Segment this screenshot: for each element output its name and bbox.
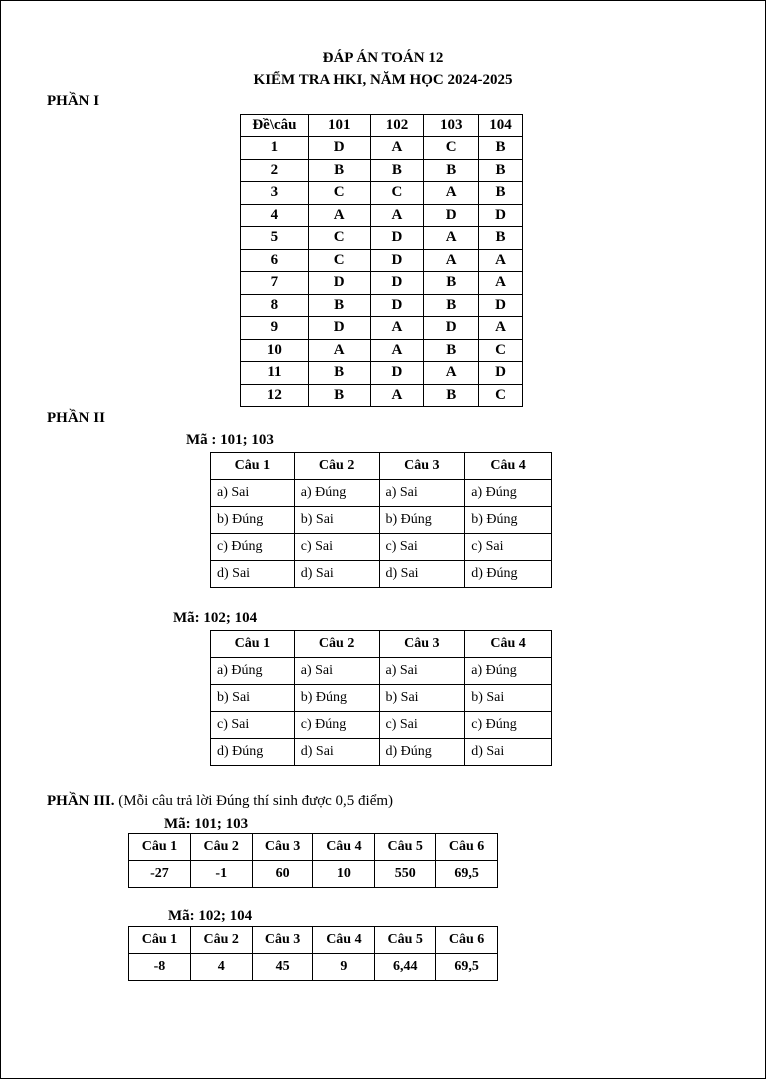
- answer-cell: 1: [241, 137, 309, 160]
- answer-cell: a) Đúng: [211, 658, 295, 685]
- table-row: [241, 182, 523, 205]
- column-header: Câu 3: [379, 453, 465, 480]
- part1-heading: PHẦN I: [47, 93, 100, 109]
- answer-cell: a) Đúng: [294, 480, 379, 507]
- answer-cell: A: [308, 339, 370, 362]
- column-header: Câu 3: [252, 927, 313, 954]
- answer-cell: A: [424, 249, 479, 272]
- table-row: [241, 317, 523, 340]
- table-row: [241, 137, 523, 160]
- answer-cell: 3: [241, 182, 309, 205]
- part2-code-a: Mã : 101; 103: [186, 432, 274, 448]
- answer-cell: b) Đúng: [211, 507, 295, 534]
- part2-table-a: [210, 452, 552, 588]
- answer-cell: 2: [241, 159, 309, 182]
- answer-cell: B: [479, 182, 523, 205]
- answer-cell: C: [479, 339, 523, 362]
- column-header: Câu 6: [436, 834, 498, 861]
- answer-cell: D: [424, 204, 479, 227]
- answer-cell: D: [479, 294, 523, 317]
- answer-cell: 11: [241, 362, 309, 385]
- answer-cell: -8: [129, 954, 191, 981]
- answer-cell: A: [370, 384, 424, 407]
- part3-table-b: [128, 926, 498, 981]
- answer-cell: 60: [252, 861, 313, 888]
- column-header: Câu 3: [252, 834, 313, 861]
- answer-cell: A: [370, 204, 424, 227]
- answer-cell: 7: [241, 272, 309, 295]
- answer-cell: 69,5: [436, 954, 498, 981]
- answer-cell: 550: [375, 861, 436, 888]
- answer-cell: B: [479, 137, 523, 160]
- answer-cell: d) Đúng: [379, 739, 465, 766]
- answer-cell: b) Sai: [294, 507, 379, 534]
- answer-cell: 6: [241, 249, 309, 272]
- answer-cell: 6,44: [375, 954, 436, 981]
- answer-cell: 12: [241, 384, 309, 407]
- answer-cell: c) Sai: [294, 534, 379, 561]
- answer-cell: A: [479, 317, 523, 340]
- answer-cell: B: [424, 339, 479, 362]
- answer-cell: D: [370, 249, 424, 272]
- answer-cell: a) Sai: [379, 480, 465, 507]
- answer-cell: 9: [313, 954, 375, 981]
- part3-table-a: [128, 833, 498, 888]
- answer-cell: B: [479, 159, 523, 182]
- answer-cell: d) Đúng: [211, 739, 295, 766]
- column-header: 103: [424, 115, 479, 137]
- part3-code-b: Mã: 102; 104: [168, 908, 253, 924]
- table-row: [211, 534, 552, 561]
- column-header: 101: [308, 115, 370, 137]
- table-row: [241, 272, 523, 295]
- answer-cell: c) Sai: [379, 534, 465, 561]
- answer-cell: C: [370, 182, 424, 205]
- column-header: Câu 4: [313, 927, 375, 954]
- answer-cell: c) Đúng: [294, 712, 379, 739]
- table-row: [211, 561, 552, 588]
- answer-cell: A: [479, 249, 523, 272]
- column-header: Câu 2: [190, 834, 252, 861]
- answer-cell: A: [370, 137, 424, 160]
- answer-cell: B: [424, 272, 479, 295]
- column-header: Câu 5: [375, 927, 436, 954]
- table-row: [241, 249, 523, 272]
- part3-heading: PHẦN III.: [47, 793, 115, 809]
- answer-cell: 5: [241, 227, 309, 250]
- table-row: [241, 384, 523, 407]
- doc-subtitle: KIỂM TRA HKI, NĂM HỌC 2024-2025: [253, 72, 513, 88]
- answer-cell: A: [308, 204, 370, 227]
- answer-cell: B: [308, 362, 370, 385]
- column-header: Câu 3: [379, 631, 465, 658]
- table-row: [241, 339, 523, 362]
- answer-cell: c) Đúng: [211, 534, 295, 561]
- answer-cell: D: [308, 137, 370, 160]
- table-row: [241, 204, 523, 227]
- table-row: [211, 685, 552, 712]
- part1-answer-table: [240, 114, 523, 407]
- part2-heading: PHẦN II: [47, 410, 105, 426]
- answer-cell: 10: [241, 339, 309, 362]
- answer-cell: -1: [190, 861, 252, 888]
- part2-code-b: Mã: 102; 104: [173, 610, 258, 626]
- answer-cell: C: [308, 182, 370, 205]
- column-header: Câu 5: [375, 834, 436, 861]
- answer-cell: d) Sai: [294, 739, 379, 766]
- answer-cell: C: [308, 227, 370, 250]
- answer-cell: D: [370, 227, 424, 250]
- column-header: Câu 1: [211, 453, 295, 480]
- answer-cell: B: [308, 294, 370, 317]
- answer-cell: b) Đúng: [465, 507, 552, 534]
- answer-cell: c) Sai: [211, 712, 295, 739]
- answer-cell: b) Đúng: [294, 685, 379, 712]
- table-row: [211, 480, 552, 507]
- column-header: Câu 2: [294, 453, 379, 480]
- answer-cell: -27: [129, 861, 191, 888]
- answer-cell: b) Sai: [211, 685, 295, 712]
- answer-cell: D: [479, 362, 523, 385]
- answer-cell: A: [370, 339, 424, 362]
- answer-cell: B: [424, 159, 479, 182]
- answer-cell: B: [308, 159, 370, 182]
- table-row: [241, 294, 523, 317]
- answer-cell: b) Đúng: [379, 507, 465, 534]
- answer-cell: d) Sai: [294, 561, 379, 588]
- answer-cell: a) Sai: [211, 480, 295, 507]
- answer-cell: A: [370, 317, 424, 340]
- answer-cell: B: [370, 159, 424, 182]
- column-header: Câu 4: [313, 834, 375, 861]
- part3-note: (Mỗi câu trả lời Đúng thí sinh được 0,5 điểm): [114, 793, 394, 809]
- answer-cell: 45: [252, 954, 313, 981]
- column-header: Câu 1: [129, 927, 191, 954]
- answer-cell: D: [308, 317, 370, 340]
- answer-cell: a) Sai: [379, 658, 465, 685]
- column-header: Câu 6: [436, 927, 498, 954]
- column-header: Câu 4: [465, 453, 552, 480]
- answer-cell: a) Sai: [294, 658, 379, 685]
- answer-cell: C: [308, 249, 370, 272]
- answer-cell: 4: [190, 954, 252, 981]
- answer-cell: D: [424, 317, 479, 340]
- answer-cell: A: [424, 227, 479, 250]
- column-header: Câu 2: [294, 631, 379, 658]
- table-row: [211, 507, 552, 534]
- table-row: [241, 159, 523, 182]
- answer-cell: C: [424, 137, 479, 160]
- answer-cell: C: [479, 384, 523, 407]
- column-header: 104: [479, 115, 523, 137]
- answer-cell: B: [308, 384, 370, 407]
- part2-table-b: [210, 630, 552, 766]
- answer-cell: a) Đúng: [465, 480, 552, 507]
- column-header: Câu 1: [129, 834, 191, 861]
- column-header: Câu 1: [211, 631, 295, 658]
- part3-code-a: Mã: 101; 103: [164, 816, 249, 832]
- answer-cell: 4: [241, 204, 309, 227]
- answer-cell: 10: [313, 861, 375, 888]
- answer-cell: 9: [241, 317, 309, 340]
- answer-cell: d) Sai: [465, 739, 552, 766]
- answer-cell: d) Đúng: [465, 561, 552, 588]
- table-row: [211, 739, 552, 766]
- answer-cell: 69,5: [436, 861, 498, 888]
- answer-cell: B: [479, 227, 523, 250]
- table-row: [241, 227, 523, 250]
- answer-cell: A: [479, 272, 523, 295]
- table-row: [211, 658, 552, 685]
- answer-cell: D: [479, 204, 523, 227]
- answer-cell: B: [424, 384, 479, 407]
- answer-cell: d) Sai: [379, 561, 465, 588]
- table-row: [211, 712, 552, 739]
- column-header: Câu 2: [190, 927, 252, 954]
- answer-cell: 8: [241, 294, 309, 317]
- answer-cell: D: [370, 362, 424, 385]
- answer-cell: D: [308, 272, 370, 295]
- answer-cell: c) Đúng: [465, 712, 552, 739]
- answer-cell: c) Sai: [465, 534, 552, 561]
- table-row: [241, 362, 523, 385]
- column-header: Câu 4: [465, 631, 552, 658]
- answer-cell: c) Sai: [379, 712, 465, 739]
- answer-cell: A: [424, 362, 479, 385]
- column-header: 102: [370, 115, 424, 137]
- answer-cell: D: [370, 272, 424, 295]
- answer-cell: b) Sai: [465, 685, 552, 712]
- doc-title: ĐÁP ÁN TOÁN 12: [322, 50, 444, 66]
- answer-cell: d) Sai: [211, 561, 295, 588]
- answer-cell: A: [424, 182, 479, 205]
- answer-cell: b) Sai: [379, 685, 465, 712]
- part3-heading-line: [47, 793, 393, 810]
- answer-cell: a) Đúng: [465, 658, 552, 685]
- answer-cell: D: [370, 294, 424, 317]
- answer-cell: B: [424, 294, 479, 317]
- column-header: Đề\câu: [241, 115, 309, 137]
